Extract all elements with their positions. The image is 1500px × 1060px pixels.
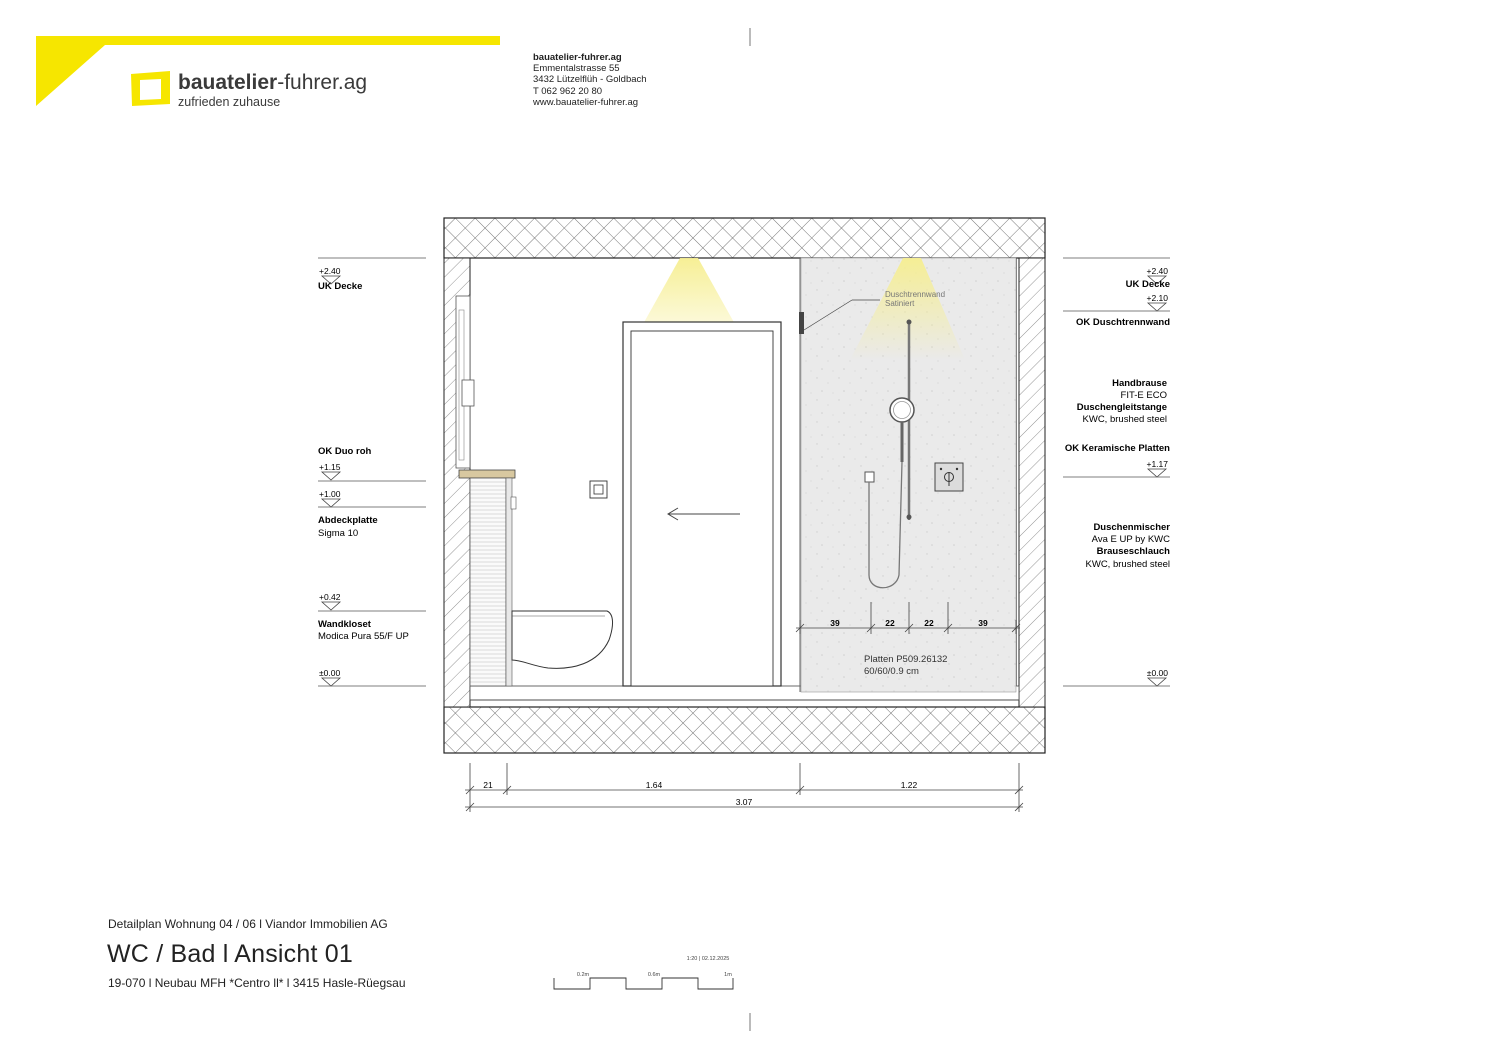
svg-text:+1.00: +1.00 xyxy=(319,489,341,499)
level-left-wandkloset xyxy=(318,592,426,642)
dim-bottom-1: 21 xyxy=(483,780,493,790)
dim-bottom-3: 1.22 xyxy=(900,780,918,790)
schlauch-label: Brauseschlauch xyxy=(1096,546,1170,557)
svg-text:Modica Pura 55/F UP: Modica Pura 55/F UP xyxy=(318,631,409,642)
svg-text:OK Duschtrennwand: OK Duschtrennwand xyxy=(1076,317,1170,328)
partition-note-2: Satiniert xyxy=(885,299,915,308)
level-right-uk-decke xyxy=(1063,258,1170,290)
dim-shower-4: 39 xyxy=(978,618,988,628)
company-phone: T 062 962 20 80 xyxy=(533,85,603,97)
svg-text:+2.40: +2.40 xyxy=(1146,266,1168,276)
company-city: 3432 Lützelflüh - Goldbach xyxy=(533,74,647,86)
svg-text:+2.40: +2.40 xyxy=(319,266,341,276)
partition-bracket xyxy=(799,312,804,334)
dim-shower-2: 22 xyxy=(885,618,895,628)
partition-note-1: Duschtrennwand xyxy=(885,290,946,299)
page-title: WC / Bad l Ansicht 01 xyxy=(107,940,353,968)
footer-project: 19-070 l Neubau MFH *Centro ll* l 3415 Hasle-Rüegsau xyxy=(108,976,406,990)
floor-slab xyxy=(444,707,1045,753)
svg-text:+2.10: +2.10 xyxy=(1146,293,1168,303)
svg-text:OK Keramische Platten: OK Keramische Platten xyxy=(1064,443,1170,454)
svg-text:±0.00: ±0.00 xyxy=(319,668,341,678)
wall-hung-toilet xyxy=(512,611,613,668)
svg-text:Wandkloset: Wandkloset xyxy=(318,619,371,630)
svg-text:UK Decke: UK Decke xyxy=(1125,279,1170,290)
level-left-duo xyxy=(318,462,426,481)
stange-sub: KWC, brushed steel xyxy=(1082,414,1167,425)
svg-text:+0.42: +0.42 xyxy=(319,592,341,602)
towel-holder xyxy=(462,380,474,406)
shower-mixer-icon xyxy=(935,463,963,491)
company-name: bauatelier-fuhrer.ag xyxy=(533,52,622,63)
svg-text:+1.17: +1.17 xyxy=(1146,459,1168,469)
svg-text:UK Decke: UK Decke xyxy=(318,281,363,292)
mischer-label: Duschenmischer xyxy=(1093,522,1170,533)
level-right-duschtrennwand xyxy=(1063,293,1170,328)
handbrause-sub: FIT-E ECO xyxy=(1120,390,1167,401)
level-right-keramik xyxy=(1063,443,1170,477)
right-wall xyxy=(1019,258,1045,707)
svg-text:Sigma 10: Sigma 10 xyxy=(318,528,359,539)
dim-total: 3.07 xyxy=(735,797,753,807)
footer-subtitle: Detailplan Wohnung 04 / 06 l Viandor Immobilien AG xyxy=(108,917,388,931)
ceiling-slab xyxy=(444,218,1045,258)
svg-text:0.6m: 0.6m xyxy=(647,972,661,978)
dim-shower-1: 39 xyxy=(830,618,840,628)
handbrause-label: Handbrause xyxy=(1112,378,1167,389)
level-left-uk-decke xyxy=(318,258,426,292)
logo-wordmark: bauatelier-fuhrer.ag xyxy=(178,71,368,94)
duo-installation xyxy=(470,478,506,686)
light-switch xyxy=(590,481,607,498)
dim-shower-3: 22 xyxy=(924,618,934,628)
door-leaf xyxy=(631,331,773,686)
level-left-duo-label: OK Duo roh xyxy=(318,446,372,457)
cover-plate xyxy=(459,470,515,478)
company-street: Emmentalstrasse 55 xyxy=(533,63,620,75)
level-left-zero xyxy=(318,668,426,686)
dim-bottom-2: 1.64 xyxy=(645,780,663,790)
stange-label: Duschengleitstange xyxy=(1076,402,1167,413)
logo-tagline: zufrieden zuhause xyxy=(178,95,281,109)
level-left-abdeckplatte xyxy=(318,489,426,539)
svg-text:+1.15: +1.15 xyxy=(319,462,341,472)
mischer-sub: Ava E UP by KWC xyxy=(1091,534,1170,545)
tiles-note-2: 60/60/0.9 cm xyxy=(864,666,919,677)
schlauch-sub: KWC, brushed steel xyxy=(1085,559,1170,570)
svg-text:±0.00: ±0.00 xyxy=(1146,668,1168,678)
svg-text:Abdeckplatte: Abdeckplatte xyxy=(318,515,378,526)
svg-text:1m: 1m xyxy=(724,972,732,978)
svg-text:0.2m: 0.2m xyxy=(576,972,590,978)
tiles-note-1: Platten P509.26132 xyxy=(864,654,948,665)
svg-text:1:20 | 02.12.2025: 1:20 | 02.12.2025 xyxy=(686,956,730,962)
scale-bar xyxy=(554,956,733,989)
company-web[interactable]: www.bauatelier-fuhrer.ag xyxy=(533,96,639,108)
level-right-zero xyxy=(1063,668,1170,686)
